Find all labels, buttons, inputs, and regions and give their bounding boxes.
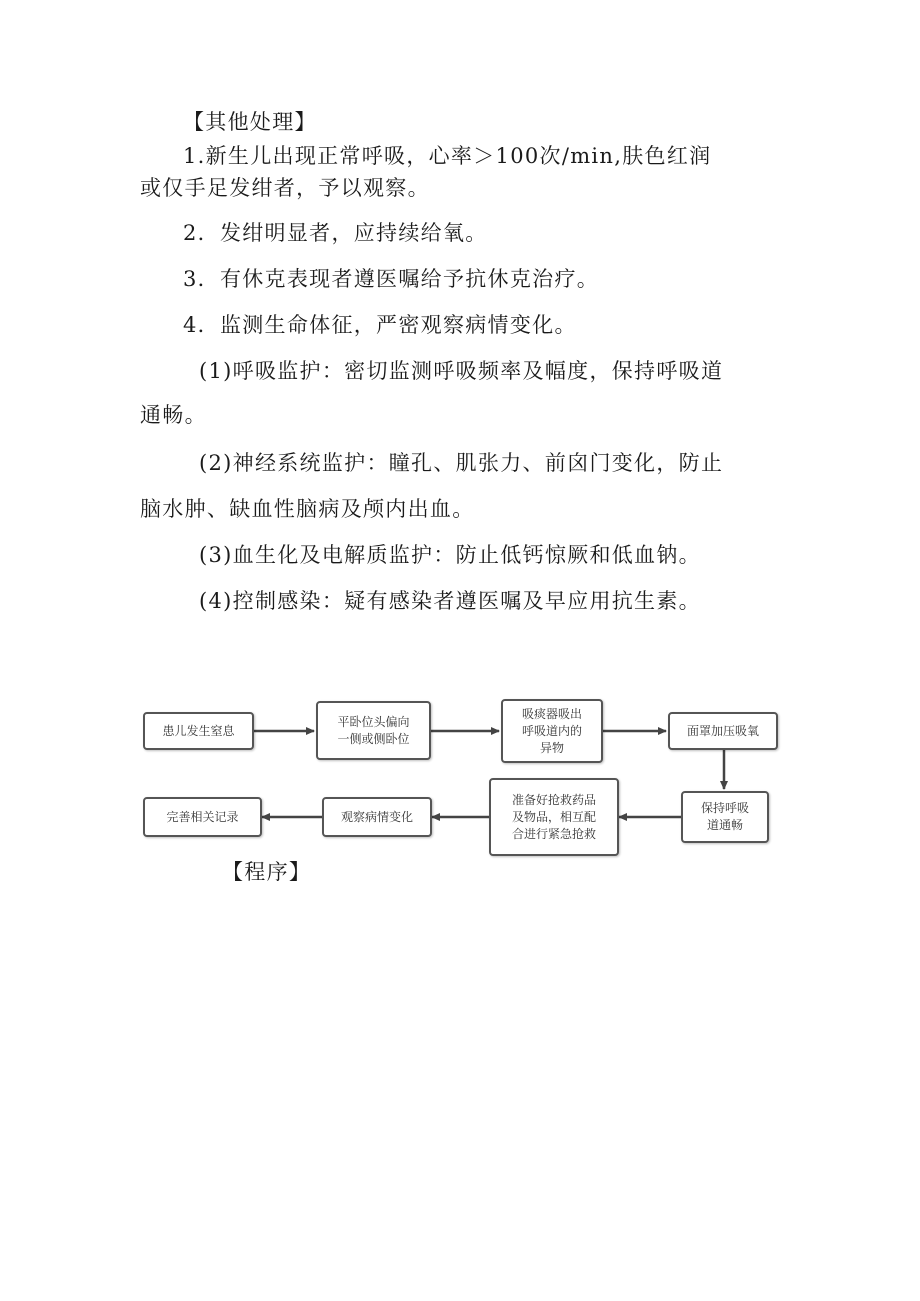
flow-node-observe: 观察病情变化	[322, 797, 432, 837]
flow-node-airway: 保持呼吸 道通畅	[681, 791, 769, 843]
subitem-1-line-2: 通畅。	[140, 403, 207, 427]
flow-node-records: 完善相关记录	[143, 797, 262, 837]
flow-node-rescue: 准备好抢救药品 及物品，相互配 合进行紧急抢救	[489, 778, 619, 856]
section-heading-other-treatment: 【其他处理】	[183, 110, 317, 134]
flow-node-asphyxia: 患儿发生窒息	[143, 712, 254, 750]
subitem-1-line-1: (1)呼吸监护：密切监测呼吸频率及幅度，保持呼吸道	[199, 359, 724, 383]
item-1-line-1: 1.新生儿出现正常呼吸，心率＞100次/min,肤色红润	[183, 144, 712, 168]
item-3: 3．有休克表现者遵医嘱给予抗休克治疗。	[183, 267, 600, 291]
subitem-2-line-1: (2)神经系统监护：瞳孔、肌张力、前囟门变化，防止	[199, 451, 724, 475]
subitem-4: (4)控制感染：疑有感染者遵医嘱及早应用抗生素。	[199, 589, 701, 613]
section-heading-procedure: 【程序】	[222, 860, 312, 884]
flow-node-position: 平卧位头偏向 一侧或侧卧位	[316, 701, 431, 760]
item-4: 4．监测生命体征，严密观察病情变化。	[183, 313, 577, 337]
item-2: 2．发绀明显者，应持续给氧。	[183, 221, 488, 245]
subitem-2-line-2: 脑水肿、缺血性脑病及颅内出血。	[140, 497, 475, 521]
flow-node-oxygen: 面罩加压吸氧	[668, 712, 778, 750]
item-1-line-2: 或仅手足发绀者，予以观察。	[140, 176, 430, 200]
flow-node-suction: 吸痰器吸出 呼吸道内的 异物	[501, 699, 603, 763]
subitem-3: (3)血生化及电解质监护：防止低钙惊厥和低血钠。	[199, 543, 701, 567]
